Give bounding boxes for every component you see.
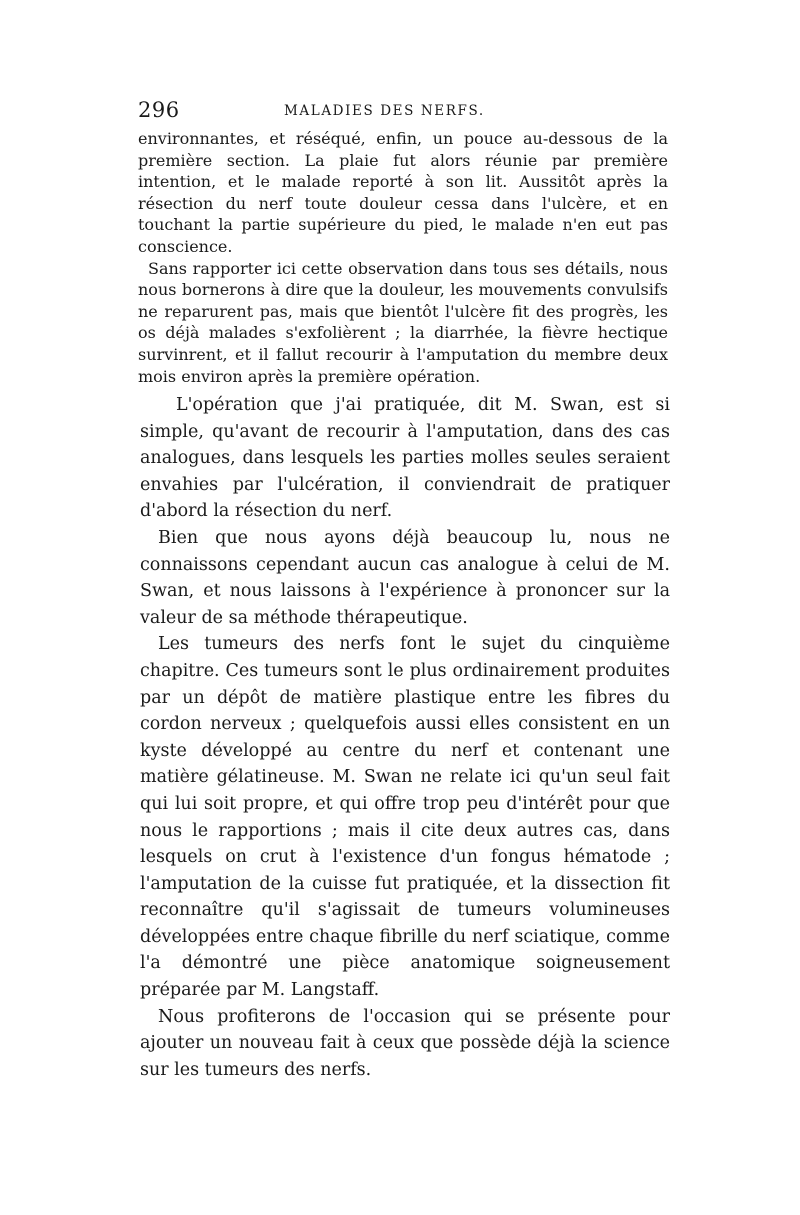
paragraph: L'opération que j'ai pratiquée, dit M. Swan, est si simple, qu'avant de recourir à l'amputation, dans des cas analogues, dans lesquels les parties molles seules seraient envahies par l'ulcération, il conviendrait de pratiquer d'abord la résection du nerf. (140, 395, 670, 522)
page-header (138, 98, 668, 124)
quoted-observation-block (138, 128, 668, 387)
paragraph: Nous profiterons de l'occasion qui se présente pour ajouter un nouveau fait à ceux que possède déjà la science sur les tumeurs des nerfs. (140, 1006, 670, 1080)
running-title: MALADIES DES NERFS. (284, 103, 485, 119)
paragraph: Les tumeurs des nerfs font le sujet du cinquième chapitre. Ces tumeurs sont le plus ordinairement produites par un dépôt de matière plastique entre les fibres du cordon nerveux ; quelquefois aussi elles consistent en un kyste développé au centre du nerf et contenant une matière gélatineuse. M. Swan ne relate ici qu'un seul fait qui lui soit propre, et qui offre trop peu d'intérêt pour que nous le rapportions ; mais il cite deux autres cas, dans lesquels on crut à l'existence d'un fongus hématode ; l'amputation de la cuisse fut pratiquée, et la dissection fit reconnaître qu'il s'agissait de tumeurs volumineuses développées entre chaque fibrille du nerf sciatique, comme l'a démontré une pièce anatomique soigneusement préparée par M. Langstaff. (140, 634, 670, 1001)
paragraph: Sans rapporter ici cette observation dans tous ses détails, nous nous bornerons à dire que la douleur, les mouvements convulsifs ne reparurent pas, mais que bientôt l'ulcère fit des progrès, les os déjà malades s'exfolièrent ; la diarrhée, la fièvre hectique survinrent, et il fallut recourir à l'amputation du membre deux mois environ après la première opération. (138, 258, 668, 386)
page-number: 296 (138, 98, 180, 122)
paragraph: environnantes, et réséqué, enfin, un pouce au-dessous de la première section. La plaie fut alors réunie par première intention, et le malade reporté à son lit. Aussitôt après la résection du nerf toute douleur cessa dans l'ulcère, et en touchant la partie supérieure du pied, le malade n'en eut pas conscience. (138, 129, 668, 256)
paragraph: Bien que nous ayons déjà beaucoup lu, nous ne connaissons cependant aucun cas analogue à celui de M. Swan, et nous laissons à l'expérience à prononcer sur la valeur de sa méthode thérapeutique. (140, 527, 670, 628)
main-text-block (140, 392, 670, 1083)
